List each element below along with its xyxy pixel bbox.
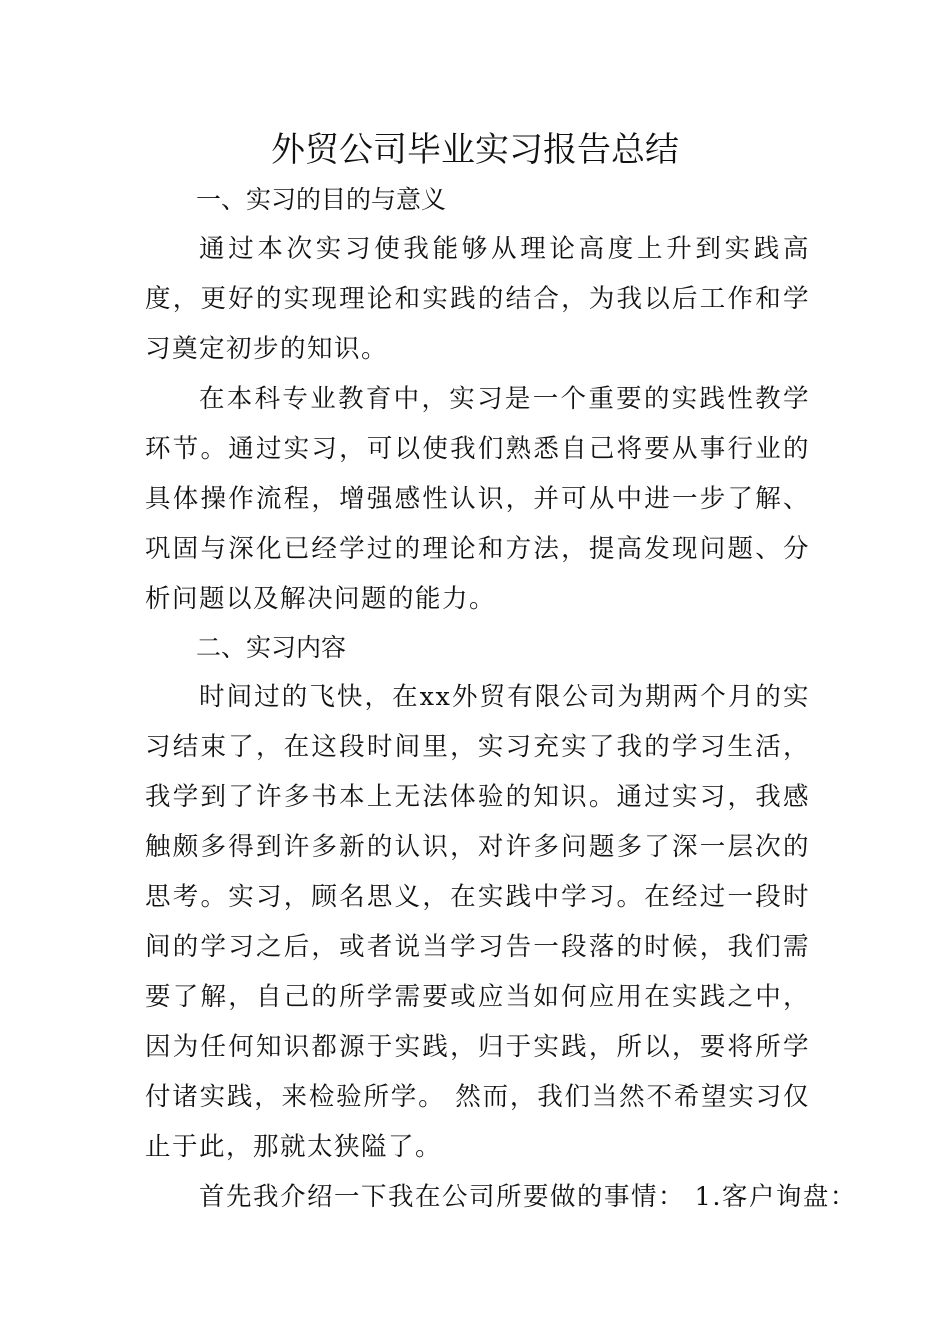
section-heading-content: 二、实习内容 <box>196 633 347 662</box>
paragraph: 在本科专业教育中，实习是一个重要的实践性教学环节。通过实习，可以使我们熟悉自己将要从事行业的具体操作流程，增强感性认识，并可从中进一步了解、巩固与深化已经学过的理论和方法，提高发现问题、分析问题以及解决问题的能力。 <box>145 384 810 614</box>
document-title: 外贸公司毕业实习报告总结 <box>271 130 679 170</box>
paragraph: 首先我介绍一下我在公司所要做的事情： 1.客户询盘： <box>199 1182 857 1212</box>
paragraph: 时间过的飞快，在xx外贸有限公司为期两个月的实习结束了，在这段时间里，实习充实了我的学习生活，我学到了许多书本上无法体验的知识。通过实习，我感触颇多得到许多新的认识，对许多问题多了深一层次的思考。实习，顾名思义，在实践中学习。在经过一段时间的学习之后，或者说当学习告一段落的时候，我们需要了解，自己的所学需要或应当如何应用在实践之中， 因为任何知识都源于实践，归于实践，所以，要将所学付诸实践，来检验所学。 然而，我们当然不希望实习仅止于此，那就太狭隘了。 <box>145 682 810 1162</box>
section-heading-purpose: 一、实习的目的与意义 <box>196 185 447 214</box>
paragraph: 通过本次实习使我能够从理论高度上升到实践高度，更好的实现理论和实践的结合，为我以后工作和学习奠定初步的知识。 <box>145 234 810 364</box>
